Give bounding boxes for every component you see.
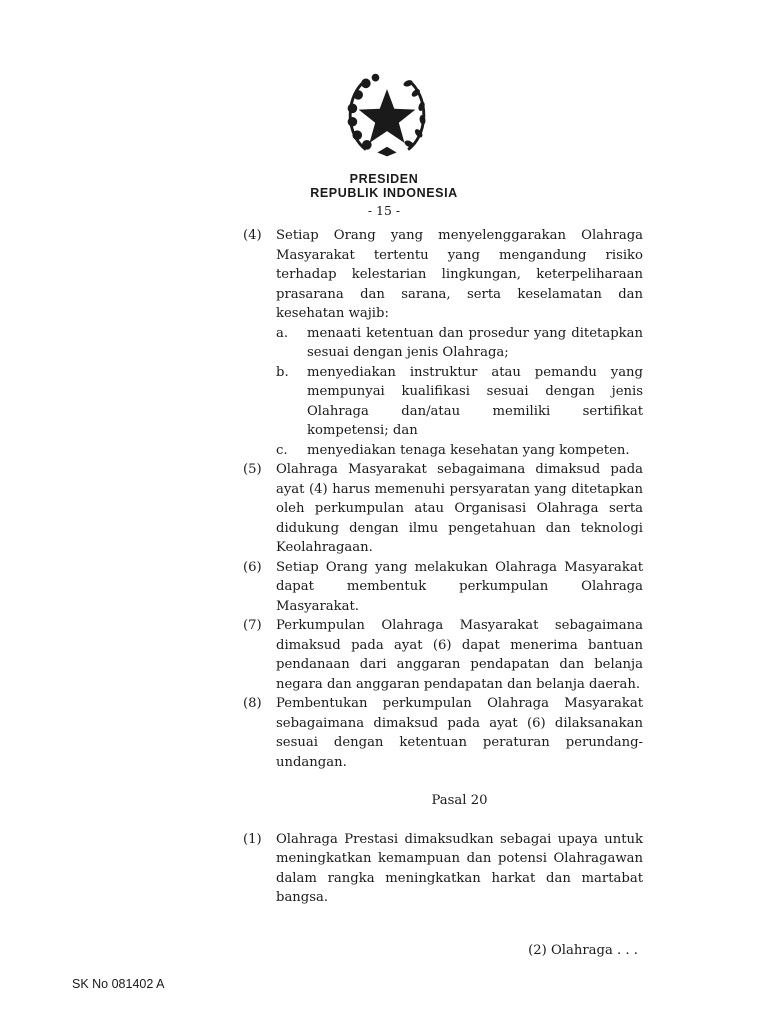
footer-code: SK No 081402 A <box>72 977 165 991</box>
list-item-letter: c. <box>276 442 288 458</box>
list-item-text: menyediakan tenaga kesehatan yang kompeten. <box>307 442 630 458</box>
paragraph-text: Perkumpulan Olahraga Masyarakat sebagaimana dimaksud pada ayat (6) dapat menerima bantuan pendanaan dari anggaran pendapatan dan belanja negara dan anggaran pendapatan dan belanja daerah. <box>276 618 643 692</box>
continuation-text: (2) Olahraga . . . <box>528 943 638 958</box>
paragraph-5 <box>243 460 643 558</box>
paragraph-text: Pembentukan perkumpulan Olahraga Masyarakat sebagaimana dimaksud pada ayat (6) dilaksanakan sesuai dengan ketentuan peraturan perundang-undangan. <box>276 696 643 770</box>
paragraph-7 <box>243 616 643 694</box>
paragraph-text: Olahraga Masyarakat sebagaimana dimaksud pada ayat (4) harus memenuhi persyaratan yang ditetapkan oleh perkumpulan atau Organisasi Olahraga serta didukung dengan ilmu pengetahuan dan teknologi Keolahragaan. <box>276 462 643 555</box>
header-subtitle: REPUBLIK INDONESIA <box>310 186 458 200</box>
list-item-letter: b. <box>276 364 289 380</box>
paragraph-6 <box>243 558 643 617</box>
list-item-letter: a. <box>276 325 289 341</box>
paragraph-text: Setiap Orang yang menyelenggarakan Olahraga Masyarakat tertentu yang mengandung risiko terhadap kelestarian lingkungan, keterpeliharaan prasarana dan sarana, serta keselamatan dan kesehatan wajib: <box>276 228 643 321</box>
paragraph-number: (4) <box>243 228 262 243</box>
document-body <box>243 226 643 908</box>
paragraph-number: (7) <box>243 618 262 633</box>
paragraph-4 <box>243 226 643 460</box>
paragraph-number: (1) <box>243 831 262 847</box>
list-item <box>276 441 643 461</box>
article-title: Pasal 20 <box>431 793 488 808</box>
list-item-text: menaati ketentuan dan prosedur yang ditetapkan sesuai dengan jenis Olahraga; <box>307 325 643 360</box>
list-item <box>276 363 643 441</box>
header-title: PRESIDEN <box>349 172 419 186</box>
list-item <box>276 324 643 363</box>
list-item-text: menyediakan instruktur atau pemandu yang mempunyai kualifikasi sesuai dengan jenis Olahraga dan/atau memiliki sertifikat kompetensi; dan <box>307 364 643 438</box>
garuda-emblem-icon <box>338 68 436 164</box>
paragraph-1 <box>243 830 643 908</box>
page-number: - 15 - <box>367 203 401 218</box>
paragraph-number: (6) <box>243 559 262 575</box>
paragraph-text: Olahraga Prestasi dimaksudkan sebagai upaya untuk meningkatkan kemampuan dan potensi Olahragawan dalam rangka meningkatkan harkat dan martabat bangsa. <box>276 831 643 905</box>
paragraph-8 <box>243 694 643 772</box>
paragraph-number: (5) <box>243 462 262 477</box>
paragraph-number: (8) <box>243 696 262 711</box>
paragraph-text: Setiap Orang yang melakukan Olahraga Masyarakat dapat membentuk perkumpulan Olahraga Masyarakat. <box>276 559 643 614</box>
